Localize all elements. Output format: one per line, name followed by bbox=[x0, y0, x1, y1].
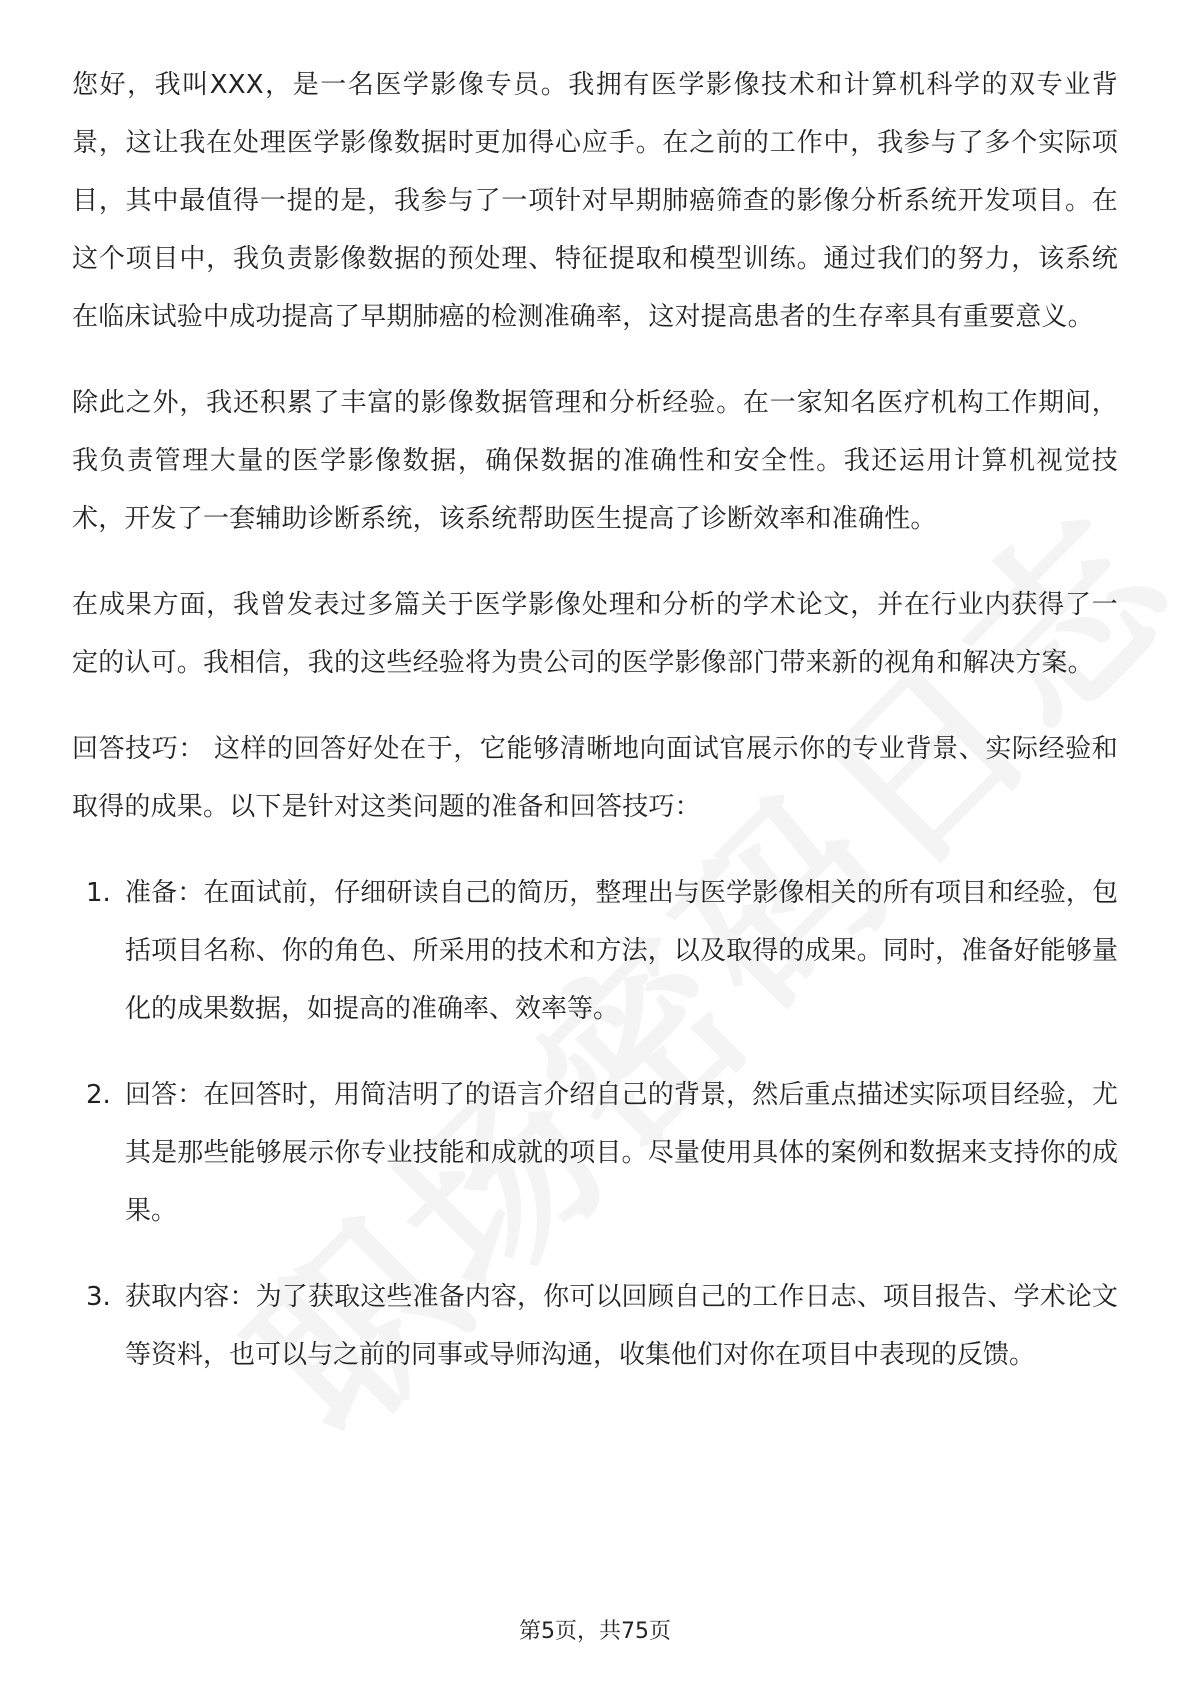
list-text: 准备：在面试前，仔细研读自己的简历，整理出与医学影像相关的所有项目和经验，包括项目名称、你的角色、所采用的技术和方法，以及取得的成果。同时，准备好能够量化的成果数据，如提高的准确率、效率等。 bbox=[125, 878, 1118, 1024]
paragraph-achievements: 在成果方面，我曾发表过多篇关于医学影像处理和分析的学术论文，并在行业内获得了一定的认可。我相信，我的这些经验将为贵公司的医学影像部门带来新的视角和解决方案。 bbox=[72, 590, 1118, 678]
list-number: 1. bbox=[86, 878, 111, 908]
list-number: 2. bbox=[86, 1080, 111, 1110]
document-body bbox=[72, 56, 1118, 1412]
paragraph-intro: 您好，我叫XXX，是一名医学影像专员。我拥有医学影像技术和计算机科学的双专业背景，这让我在处理医学影像数据时更加得心应手。在之前的工作中，我参与了多个实际项目，其中最值得一提的是，我参与了一项针对早期肺癌筛查的影像分析系统开发项目。在这个项目中，我负责影像数据的预处理、特征提取和模型训练。通过我们的努力，该系统在临床试验中成功提高了早期肺癌的检测准确率，这对提高患者的生存率具有重要意义。 bbox=[72, 70, 1118, 332]
paragraph-experience: 除此之外，我还积累了丰富的影像数据管理和分析经验。在一家知名医疗机构工作期间，我负责管理大量的医学影像数据，确保数据的准确性和安全性。我还运用计算机视觉技术，开发了一套辅助诊断系统，该系统帮助医生提高了诊断效率和准确性。 bbox=[72, 388, 1118, 534]
list-number: 3. bbox=[86, 1282, 111, 1312]
tips-list bbox=[72, 864, 1118, 1384]
paragraph-tips: 回答技巧： 这样的回答好处在于，它能够清晰地向面试官展示你的专业背景、实际经验和取得的成果。以下是针对这类问题的准备和回答技巧： bbox=[72, 734, 1118, 822]
list-item bbox=[72, 1066, 1118, 1240]
list-text: 获取内容：为了获取这些准备内容，你可以回顾自己的工作日志、项目报告、学术论文等资料，也可以与之前的同事或导师沟通，收集他们对你在项目中表现的反馈。 bbox=[125, 1282, 1118, 1370]
page-footer: 第5页，共75页 bbox=[519, 1619, 671, 1644]
list-item bbox=[72, 1268, 1118, 1384]
list-item bbox=[72, 864, 1118, 1038]
list-text: 回答：在回答时，用简洁明了的语言介绍自己的背景，然后重点描述实际项目经验，尤其是那些能够展示你专业技能和成就的项目。尽量使用具体的案例和数据来支持你的成果。 bbox=[125, 1080, 1118, 1226]
